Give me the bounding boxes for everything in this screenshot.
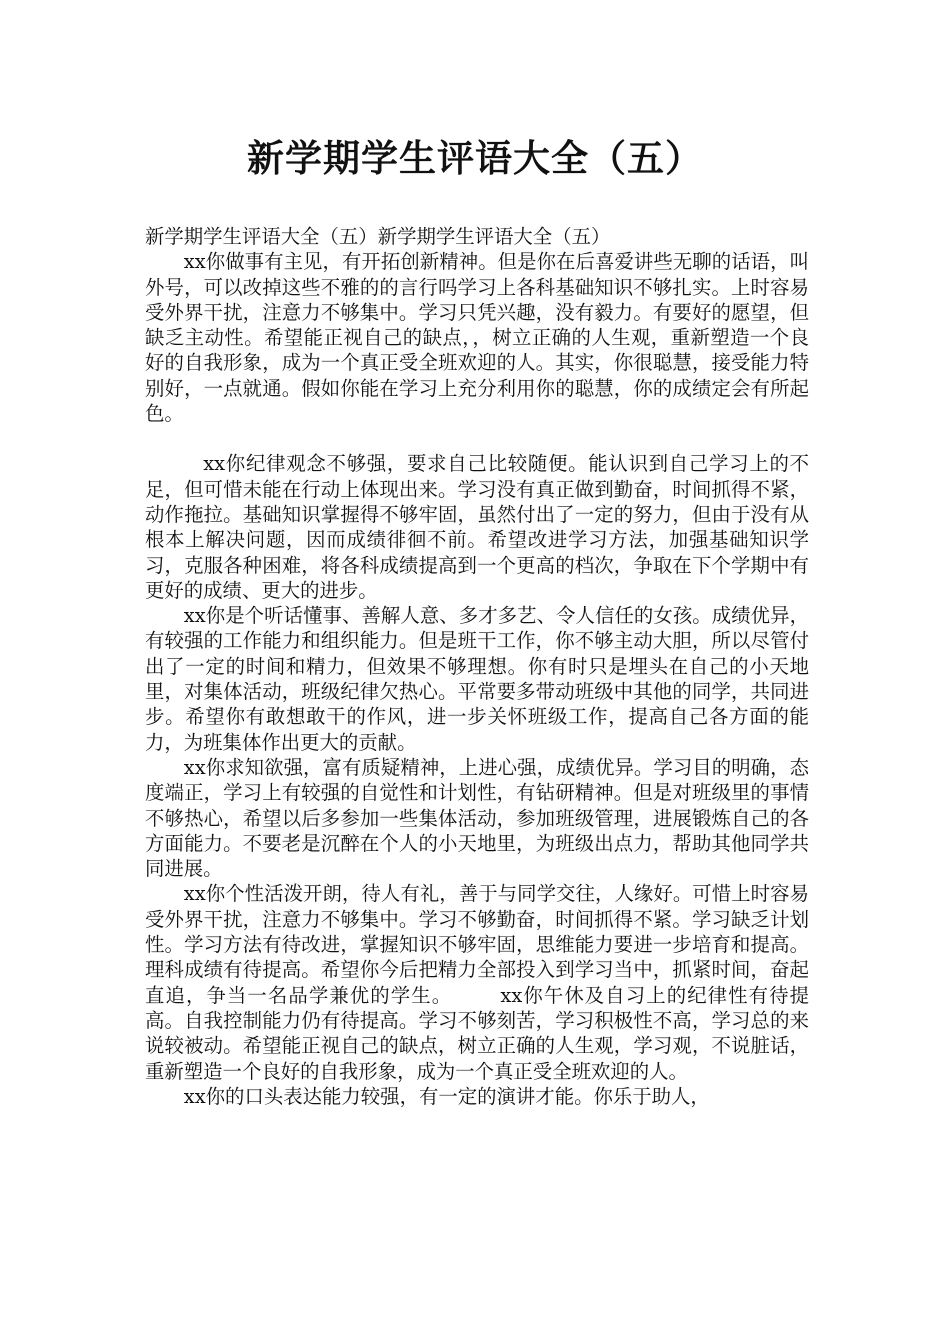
paragraph: xx你个性活泼开朗，待人有礼，善于与同学交往，人缘好。可惜上时容易受外界干扰，注意力不够集中。学习不够勤奋，时间抓得不紧。学习缺乏计划性。学习方法有待改进，掌握知识不够牢固，思维能力要进一步培育和提高。理科成绩有待提高。希望你今后把精力全部投入到学习当中，抓紧时间，奋起直追，争当一名品学兼优的学生。 xx你午休及自习上的纪律性有待提高。自我控制能力仍有待提高。学习不够刻苦，学习积极性不高，学习总的来说较被动。希望能正视自己的缺点，树立正确的人生观，学习观，不说脏话，重新塑造一个良好的自我形象，成为一个真正受全班欢迎的人。 — [145, 882, 809, 1083]
paragraph: xx你纪律观念不够强，要求自己比较随便。能认识到自己学习上的不足，但可惜未能在行动上体现出来。学习没有真正做到勤奋，时间抓得不紧，动作拖拉。基础知识掌握得不够牢固，虽然付出了一定的努力，但由于没有从根本上解决问题，因而成绩徘徊不前。希望改进学习方法，加强基础知识学习，克服各种困难，将各科成绩提高到一个更高的档次，争取在下个学期中有更好的成绩、更大的进步。 — [145, 452, 809, 602]
document-title: 新学期学生评语大全（五） — [247, 137, 703, 180]
lead-line: 新学期学生评语大全（五）新学期学生评语大全（五） — [145, 225, 611, 248]
paragraph: xx你做事有主见，有开拓创新精神。但是你在后喜爱讲些无聊的话语，叫外号，可以改掉这些不雅的的言行吗学习上各科基础知识不够扎实。上时容易受外界干扰，注意力不够集中。学习只凭兴趣，没有毅力。有要好的愿望，但缺乏主动性。希望能正视自己的缺点，，树立正确的人生观，重新塑造一个良好的自我形象，成为一个真正受全班欢迎的人。其实，你很聪慧，接受能力特别好，一点就通。假如你能在学习上充分利用你的聪慧，你的成绩定会有所起色。 — [145, 250, 809, 426]
document-body — [145, 224, 809, 1109]
paragraph: xx你的口头表达能力较强，有一定的演讲才能。你乐于助人， — [183, 1084, 710, 1108]
paragraph: xx你求知欲强，富有质疑精神，上进心强，成绩优异。学习目的明确，态度端正，学习上有较强的自觉性和计划性，有钻研精神。但是对班级里的事情不够热心，希望以后多参加一些集体活动，参加班级管理，进展锻炼自己的各方面能力。不要老是沉醉在个人的小天地里，为班级出点力，帮助其他同学共同进展。 — [145, 755, 809, 881]
paragraph: xx你是个听话懂事、善解人意、多才多艺、令人信任的女孩。成绩优异，有较强的工作能力和组织能力。但是班干工作，你不够主动大胆，所以尽管付出了一定的时间和精力，但效果不够理想。你有时只是埋头在自己的小天地里，对集体活动，班级纪律欠热心。平常要多带动班级中其他的同学，共同进步。希望你有敢想敢干的作风，进一步关怀班级工作，提高自己各方面的能力，为班集体作出更大的贡献。 — [145, 604, 809, 754]
